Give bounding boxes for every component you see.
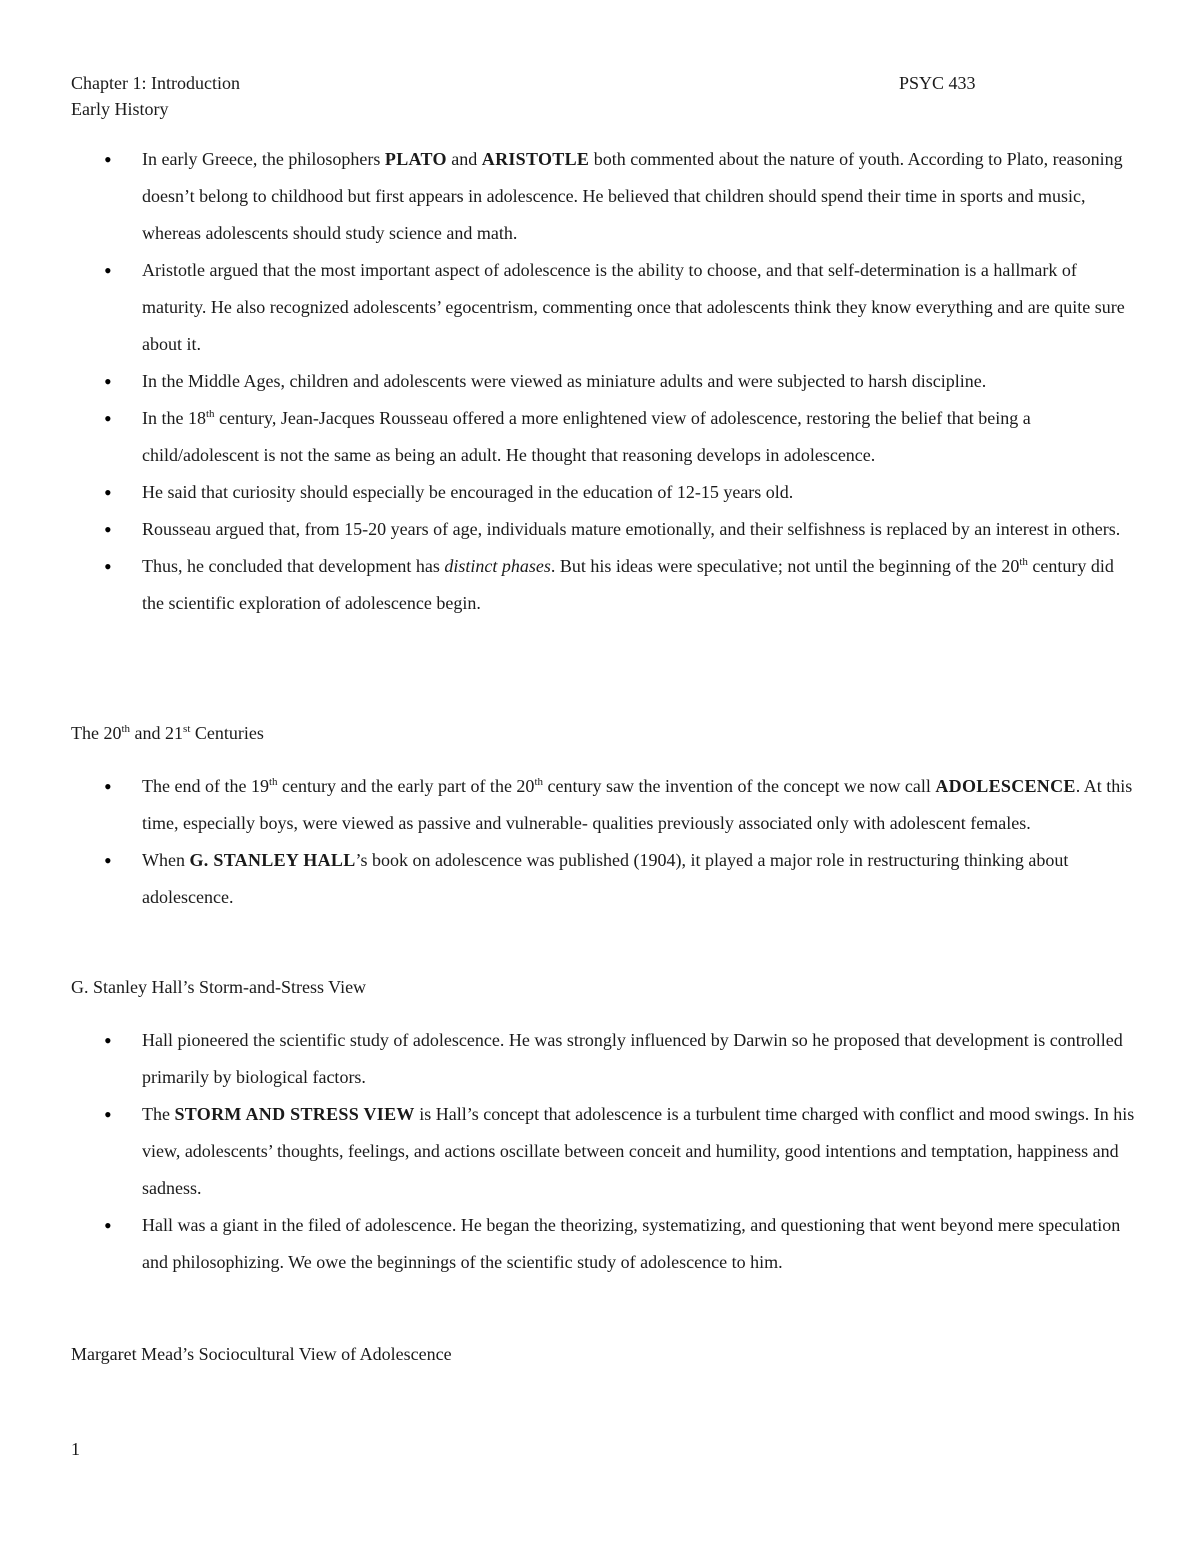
bold-term: STORM AND STRESS VIEW bbox=[174, 1104, 415, 1124]
list-item: • Thus, he concluded that development has distinct phases. But his ideas were speculative; not until the beginning of the 20th century did the scientific exploration of adolescence begin. bbox=[71, 548, 1136, 622]
bold-term: PLATO bbox=[384, 149, 447, 169]
list-item: • Rousseau argued that, from 15-20 years of age, individuals mature emotionally, and their selfishness is replaced by an interest in others. bbox=[71, 511, 1136, 548]
list-item: • In the 18th century, Jean-Jacques Rousseau offered a more enlightened view of adolescence, restoring the belief that being a child/adolescent is not the same as being an adult. He thought that reasoning develops in adolescence. bbox=[71, 400, 1136, 474]
page-number: 1 bbox=[71, 1439, 80, 1459]
section-heading-hall: G. Stanley Hall’s Storm-and-Stress View bbox=[71, 977, 367, 997]
list-item: • The STORM AND STRESS VIEW is Hall’s concept that adolescence is a turbulent time charged with conflict and mood swings. In his view, adolescents’ thoughts, feelings, and actions oscillate between conceit and humility, good intentions and temptation, happiness and sadness. bbox=[71, 1096, 1136, 1207]
list-item: • He said that curiosity should especially be encouraged in the education of 12-15 years old. bbox=[71, 474, 1136, 511]
section-heading-centuries: The 20th and 21st Centuries bbox=[71, 723, 264, 743]
list-item: • In the Middle Ages, children and adolescents were viewed as miniature adults and were subjected to harsh discipline. bbox=[71, 363, 1136, 400]
list-item: • When G. STANLEY HALL’s book on adolescence was published (1904), it played a major role in restructuring thinking about adolescence. bbox=[71, 842, 1136, 916]
chapter-title: Chapter 1: Introduction bbox=[71, 73, 240, 93]
centuries-list bbox=[71, 768, 1136, 916]
bold-term: ARISTOTLE bbox=[481, 149, 590, 169]
bold-term: ADOLESCENCE bbox=[935, 776, 1076, 796]
list-item: • Hall pioneered the scientific study of adolescence. He was strongly influenced by Darwin so he proposed that development is controlled primarily by biological factors. bbox=[71, 1022, 1136, 1096]
list-item: • Aristotle argued that the most important aspect of adolescence is the ability to choose, and that self-determination is a hallmark of maturity. He also recognized adolescents’ egocentrism, commenting once that adolescents think they know everything and are quite sure about it. bbox=[71, 252, 1136, 363]
list-item: • The end of the 19th century and the early part of the 20th century saw the invention of the concept we now call ADOLESCENCE. At this time, especially boys, were viewed as passive and vulnerable- qualities previously associated only with adolescent females. bbox=[71, 768, 1136, 842]
list-item: • In early Greece, the philosophers PLATO and ARISTOTLE both commented about the nature of youth. According to Plato, reasoning doesn’t belong to childhood but first appears in adolescence. He believed that children should spend their time in sports and music, whereas adolescents should study science and math. bbox=[71, 141, 1136, 252]
section-heading-mead: Margaret Mead’s Sociocultural View of Adolescence bbox=[71, 1344, 452, 1364]
course-code: PSYC 433 bbox=[899, 73, 976, 93]
emphasis-term: distinct phases bbox=[444, 556, 551, 576]
header-block bbox=[71, 70, 240, 122]
section-heading-early-history: Early History bbox=[71, 99, 169, 119]
list-item: • Hall was a giant in the filed of adolescence. He began the theorizing, systematizing, and questioning that went beyond mere speculation and philosophizing. We owe the beginnings of the scientific study of adolescence to him. bbox=[71, 1207, 1136, 1281]
hall-list bbox=[71, 1022, 1136, 1281]
early-history-list bbox=[71, 141, 1136, 622]
bold-term: G. STANLEY HALL bbox=[189, 850, 356, 870]
